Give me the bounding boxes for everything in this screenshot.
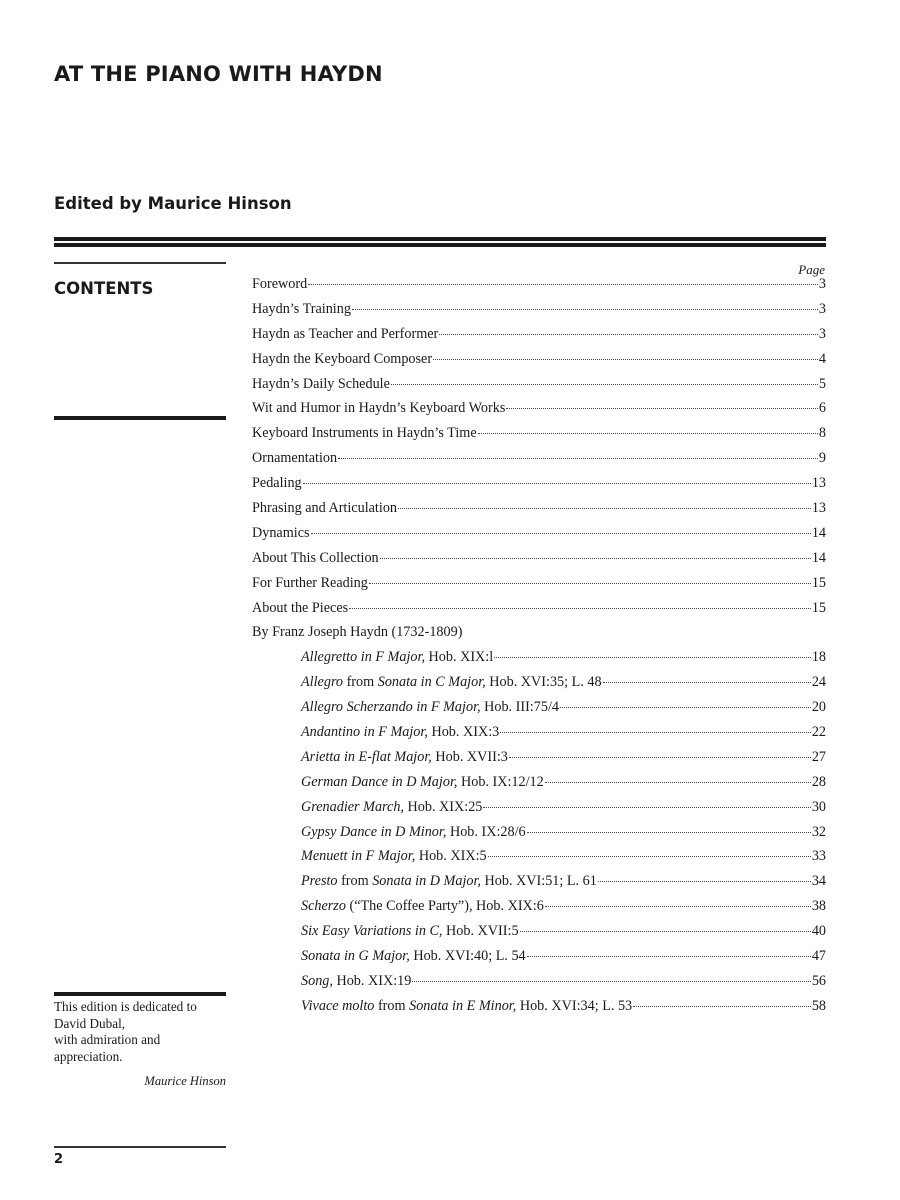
toc-entry xyxy=(252,848,826,873)
toc-title-part: Scherzo xyxy=(301,898,346,915)
toc-title-part: Hob. IX:28/6 xyxy=(446,823,526,840)
sidebar-rule-mid xyxy=(54,416,226,420)
toc-title-part: Hob. XVII:3 xyxy=(431,748,508,765)
toc-entry-title xyxy=(301,923,519,940)
toc-entry-title xyxy=(252,550,379,567)
toc-title-part: Keyboard Instruments in Haydn’s Time xyxy=(252,425,477,442)
toc-title-part: from xyxy=(337,873,373,890)
toc-title-part: Haydn as Teacher and Performer xyxy=(252,325,439,342)
toc-title-part: (“The Coffee Party”), Hob. XIX:6 xyxy=(345,898,544,915)
toc-entry xyxy=(252,923,826,948)
sidebar-rule-top xyxy=(54,262,226,264)
toc-entry-title xyxy=(252,450,337,467)
toc-dot-leader xyxy=(545,782,811,783)
toc-dot-leader xyxy=(349,608,811,609)
toc-entry xyxy=(252,351,826,376)
toc-page-number: 5 xyxy=(818,375,826,392)
toc-title-part: Wit and Humor in Haydn’s Keyboard Works xyxy=(252,400,506,417)
toc-dot-leader xyxy=(352,309,818,310)
toc-entry xyxy=(252,550,826,575)
toc-title-part: Hob. XVI:34; L. 53 xyxy=(516,997,633,1014)
toc-title-part: Grenadier March, xyxy=(301,798,404,815)
toc-title-part: Allegro xyxy=(301,674,344,691)
toc-page-number: 3 xyxy=(818,300,826,317)
toc-entry xyxy=(252,425,826,450)
toc-page-number: 22 xyxy=(811,724,826,741)
toc-title-part: Hob. XIX:5 xyxy=(415,848,487,865)
toc-entry xyxy=(252,998,826,1023)
toc-page-number: 9 xyxy=(818,450,826,467)
contents-heading: CONTENTS xyxy=(54,279,154,298)
toc-title-part: Phrasing and Articulation xyxy=(252,500,398,517)
toc-title-part: Sonata in G Major, xyxy=(301,948,410,965)
toc-dot-leader xyxy=(560,707,811,708)
toc-title-part: Hob. XIX:l xyxy=(425,649,494,666)
dedication-signature: Maurice Hinson xyxy=(144,1074,226,1088)
toc-entry xyxy=(252,873,826,898)
toc-page-number: 27 xyxy=(811,748,826,765)
toc-title-part: For Further Reading xyxy=(252,574,368,591)
toc-title-part: Presto xyxy=(301,873,338,890)
toc-title-part: Ornamentation xyxy=(252,450,338,467)
toc-dot-leader xyxy=(494,657,811,658)
footer-rule xyxy=(54,1146,226,1148)
toc-entry xyxy=(252,276,826,301)
toc-entry xyxy=(252,774,826,799)
toc-title-part: Allegretto in F Major, xyxy=(301,649,425,666)
toc-entry-title xyxy=(252,326,438,343)
toc-entry xyxy=(252,376,826,401)
toc-entry xyxy=(252,450,826,475)
toc-dot-leader xyxy=(439,334,818,335)
toc-title-part: Arietta in E-flat Major, xyxy=(301,748,432,765)
toc-entry-title xyxy=(252,500,397,517)
toc-title-part: Hob. XVI:51; L. 61 xyxy=(480,873,597,890)
toc-entry xyxy=(252,948,826,973)
toc-dot-leader xyxy=(308,284,818,285)
toc-entry-title xyxy=(301,649,493,666)
toc-entry-title xyxy=(301,799,482,816)
toc-entry-title xyxy=(301,948,526,965)
toc-dot-leader xyxy=(433,359,818,360)
toc-entry xyxy=(252,326,826,351)
toc-dot-leader xyxy=(488,856,811,857)
toc-entry xyxy=(252,674,826,699)
toc-page-number: 33 xyxy=(811,848,826,865)
toc-title-part: Hob. XVII:5 xyxy=(442,923,519,940)
dedication-line: David Dubal, xyxy=(54,1015,126,1031)
dedication-line: with admiration and xyxy=(54,1032,161,1047)
toc-entry xyxy=(252,824,826,849)
toc-dot-leader xyxy=(303,483,811,484)
toc-title-part: Hob. XVI:40; L. 54 xyxy=(409,948,526,965)
toc-title-part: Hob. XIX:25 xyxy=(403,798,483,815)
toc-page-number: 56 xyxy=(811,972,826,989)
toc-entry xyxy=(252,301,826,326)
editor-credit: Edited by Maurice Hinson xyxy=(54,194,292,213)
toc-entry xyxy=(252,600,826,625)
toc-page-number: 34 xyxy=(811,873,826,890)
toc-title-part: About This Collection xyxy=(252,549,379,566)
toc-dot-leader xyxy=(391,384,818,385)
toc-title-part: Hob. III:75/4 xyxy=(480,699,559,716)
toc-dot-leader xyxy=(527,956,811,957)
toc-entry-title xyxy=(301,848,487,865)
toc-dot-leader xyxy=(478,433,818,434)
toc-dot-leader xyxy=(369,583,811,584)
toc-title-part: Allegro Scherzando in F Major, xyxy=(301,699,481,716)
toc-entry xyxy=(252,575,826,600)
toc-page-number: 14 xyxy=(811,524,826,541)
toc-page-number: 58 xyxy=(811,997,826,1014)
toc-entry-title xyxy=(301,699,559,716)
toc-page-number: 4 xyxy=(818,350,826,367)
toc-entry-title xyxy=(301,973,411,990)
toc-dot-leader xyxy=(506,408,818,409)
toc-page-number: 28 xyxy=(811,773,826,790)
toc-entry xyxy=(252,624,826,649)
toc-title-part: Hob. XIX:19 xyxy=(332,972,412,989)
toc-entry xyxy=(252,400,826,425)
toc-page-number: 15 xyxy=(811,574,826,591)
toc-dot-leader xyxy=(509,757,811,758)
toc-entry xyxy=(252,749,826,774)
toc-dot-leader xyxy=(500,732,811,733)
toc-entry-title xyxy=(252,301,351,318)
toc-page-number: 15 xyxy=(811,599,826,616)
toc-title-part: from xyxy=(374,997,410,1014)
toc-entry-title xyxy=(252,475,302,492)
toc-entry xyxy=(252,525,826,550)
toc-entry-title xyxy=(301,749,508,766)
toc-title-part: Hob. IX:12/12 xyxy=(457,773,544,790)
toc-dot-leader xyxy=(527,832,811,833)
toc-page-number: 30 xyxy=(811,798,826,815)
table-of-contents xyxy=(252,276,826,1023)
toc-entry-title xyxy=(252,600,348,617)
toc-title-part: About the Pieces xyxy=(252,599,349,616)
toc-entry-title xyxy=(301,674,602,691)
dedication-line: appreciation. xyxy=(54,1048,123,1064)
header-rule-bottom xyxy=(54,243,826,247)
toc-entry xyxy=(252,973,826,998)
toc-entry xyxy=(252,898,826,923)
toc-title-part: Dynamics xyxy=(252,524,310,541)
toc-title-part: Gypsy Dance in D Minor, xyxy=(301,823,447,840)
toc-page-number: 3 xyxy=(818,325,826,342)
toc-dot-leader xyxy=(311,533,811,534)
toc-title-part: Pedaling xyxy=(252,475,302,492)
toc-title-part: Hob. XVI:35; L. 48 xyxy=(485,674,602,691)
toc-title-part: German Dance in D Major, xyxy=(301,773,458,790)
toc-page-number: 13 xyxy=(811,500,826,517)
toc-page-number: 32 xyxy=(811,823,826,840)
toc-title-part: Haydn the Keyboard Composer xyxy=(252,350,433,367)
toc-title-part: Vivace molto xyxy=(301,997,375,1014)
toc-dot-leader xyxy=(412,981,810,982)
toc-page-number: 24 xyxy=(811,674,826,691)
toc-dot-leader xyxy=(598,881,811,882)
dedication xyxy=(54,999,229,1065)
toc-entry xyxy=(252,799,826,824)
toc-dot-leader xyxy=(398,508,811,509)
toc-entry-title xyxy=(252,400,505,417)
toc-page-number: 6 xyxy=(818,400,826,417)
dedication-line: This edition is dedicated to xyxy=(54,999,197,1014)
toc-page-number: 20 xyxy=(811,699,826,716)
toc-entry-title xyxy=(252,525,310,542)
toc-dot-leader xyxy=(380,558,811,559)
toc-page-number: 13 xyxy=(811,475,826,492)
toc-entry xyxy=(252,475,826,500)
toc-title-part: from xyxy=(343,674,378,691)
toc-dot-leader xyxy=(483,807,810,808)
toc-dot-leader xyxy=(545,906,811,907)
toc-entry-title xyxy=(301,998,632,1015)
toc-entry xyxy=(252,649,826,674)
toc-entry-title xyxy=(301,873,597,890)
toc-page-number: 47 xyxy=(811,948,826,965)
toc-page-number: 40 xyxy=(811,923,826,940)
toc-entry-title xyxy=(252,376,390,393)
toc-dot-leader xyxy=(633,1006,811,1007)
toc-entry-title xyxy=(301,898,544,915)
page-column-label: Page xyxy=(798,262,825,277)
toc-page-number: 18 xyxy=(811,649,826,666)
toc-entry xyxy=(252,500,826,525)
toc-title-part: Haydn’s Training xyxy=(252,300,351,317)
toc-page-number: 38 xyxy=(811,898,826,915)
toc-title-part: Haydn’s Daily Schedule xyxy=(252,375,390,392)
toc-entry-title xyxy=(301,774,544,791)
toc-dot-leader xyxy=(603,682,811,683)
toc-entry-title xyxy=(252,425,477,442)
toc-entry xyxy=(252,724,826,749)
page-number: 2 xyxy=(54,1152,64,1167)
toc-title-part: Foreword xyxy=(252,276,308,292)
toc-title-part: Hob. XIX:3 xyxy=(427,724,500,741)
toc-entry-title xyxy=(252,276,307,293)
toc-page-number: 3 xyxy=(818,276,826,292)
toc-entry-title xyxy=(252,575,368,592)
toc-entry-title xyxy=(252,624,462,641)
header-rule-top xyxy=(54,237,826,241)
toc-title-part: Sonata in C Major, xyxy=(377,674,486,691)
toc-title-part: Menuett in F Major, xyxy=(301,848,416,865)
toc-entry-title xyxy=(252,351,432,368)
toc-entry-title xyxy=(301,824,526,841)
toc-title-part: Six Easy Variations in C, xyxy=(301,923,443,940)
toc-title-part: Andantino in F Major, xyxy=(301,724,428,741)
toc-entry xyxy=(252,699,826,724)
toc-dot-leader xyxy=(338,458,818,459)
toc-page-number: 14 xyxy=(811,549,826,566)
toc-dot-leader xyxy=(520,931,811,932)
toc-page-number: 8 xyxy=(818,425,826,442)
toc-entry-title xyxy=(301,724,499,741)
toc-title-part: Song, xyxy=(301,972,333,989)
book-title: AT THE PIANO WITH HAYDN xyxy=(54,62,383,86)
toc-title-part: Sonata in D Major, xyxy=(372,873,481,890)
toc-title-part: By Franz Joseph Haydn (1732-1809) xyxy=(252,624,463,641)
dedication-rule xyxy=(54,992,226,996)
toc-title-part: Sonata in E Minor, xyxy=(409,997,517,1014)
